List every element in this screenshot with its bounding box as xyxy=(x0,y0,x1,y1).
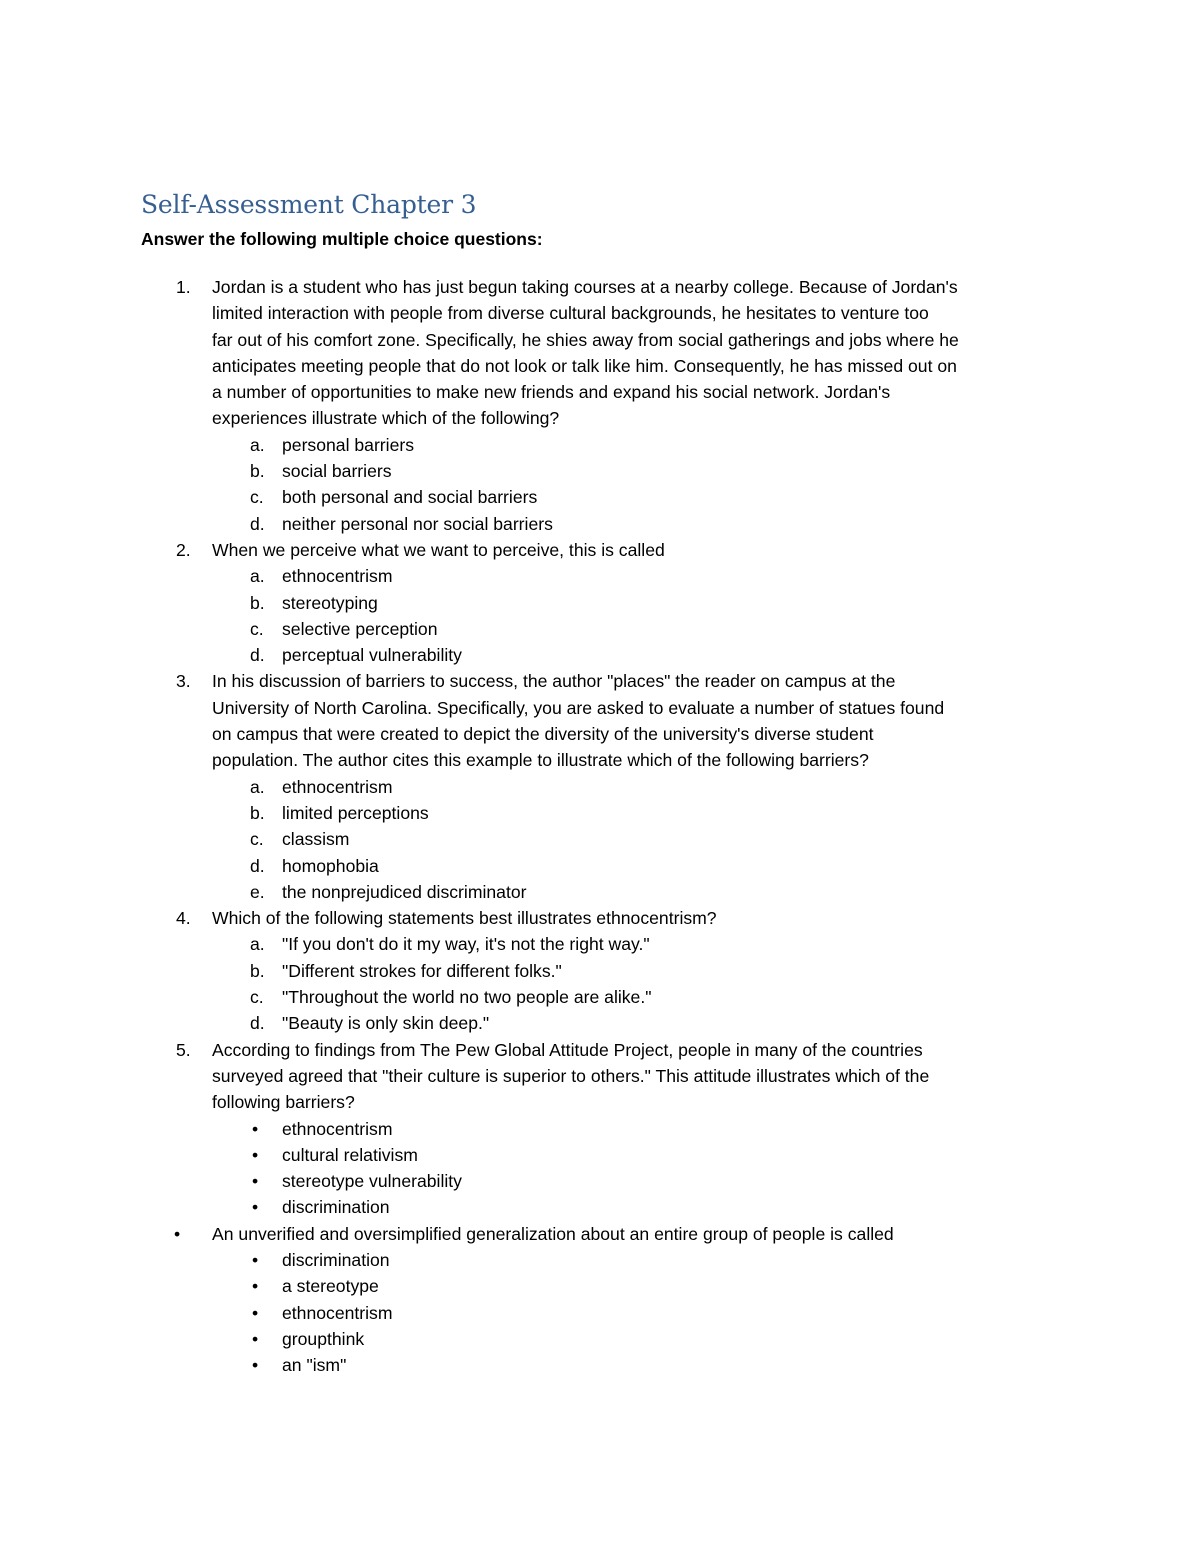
question-text-line: population. The author cites this example to illustrate which of the following barriers? xyxy=(212,750,869,771)
option-item xyxy=(0,1273,1200,1299)
option-item xyxy=(0,484,1200,510)
instructions: Answer the following multiple choice questions: xyxy=(141,229,543,249)
option-item xyxy=(0,1300,1200,1326)
question-2 xyxy=(0,537,1200,563)
option-marker: b. xyxy=(250,960,265,981)
question-text-line: surveyed agreed that "their culture is superior to others." This attitude illustrates which of the xyxy=(212,1065,930,1086)
option-text: "Beauty is only skin deep." xyxy=(282,1013,490,1034)
option-text: "If you don't do it my way, it's not the right way." xyxy=(282,934,650,955)
question-marker: 2. xyxy=(176,539,191,560)
question-text-line: According to findings from The Pew Global Attitude Project, people in many of the countries xyxy=(212,1039,923,1060)
option-item xyxy=(0,879,1200,905)
question-5 xyxy=(0,1037,1200,1116)
option-item xyxy=(0,1247,1200,1273)
bullet-icon: • xyxy=(252,1118,259,1139)
question-marker: 5. xyxy=(176,1039,191,1060)
page-title: Self-Assessment Chapter 3 xyxy=(141,190,477,219)
option-item xyxy=(0,1194,1200,1220)
option-item xyxy=(0,1352,1200,1378)
option-item xyxy=(0,458,1200,484)
question-3 xyxy=(0,668,1200,773)
option-item xyxy=(0,931,1200,957)
option-item xyxy=(0,616,1200,642)
option-text: cultural relativism xyxy=(282,1144,418,1165)
option-marker: b. xyxy=(250,461,265,482)
option-text: perceptual vulnerability xyxy=(282,645,462,666)
option-item xyxy=(0,774,1200,800)
option-text: discrimination xyxy=(282,1249,390,1270)
question-list xyxy=(0,274,1200,1378)
option-marker: d. xyxy=(250,645,265,666)
option-text: limited perceptions xyxy=(282,802,429,823)
option-item xyxy=(0,642,1200,668)
option-item xyxy=(0,511,1200,537)
option-item xyxy=(0,1010,1200,1036)
question-marker: 1. xyxy=(176,277,191,297)
option-item xyxy=(0,1142,1200,1168)
option-item xyxy=(0,984,1200,1010)
question-6 xyxy=(0,1221,1200,1247)
question-4 xyxy=(0,905,1200,931)
option-text: the nonprejudiced discriminator xyxy=(282,881,527,902)
question-text-line: Jordan is a student who has just begun taking courses at a nearby college. Because of Jordan's xyxy=(212,277,958,297)
option-item xyxy=(0,826,1200,852)
option-item xyxy=(0,800,1200,826)
bullet-icon: • xyxy=(252,1249,259,1270)
option-item xyxy=(0,958,1200,984)
bullet-icon: • xyxy=(252,1302,259,1323)
question-text-line: far out of his comfort zone. Specifically, he shies away from social gatherings and jobs where he xyxy=(212,329,959,350)
option-marker: c. xyxy=(250,987,264,1008)
option-text: stereotyping xyxy=(282,592,378,613)
question-text-line: experiences illustrate which of the following? xyxy=(212,408,560,429)
question-text-line: a number of opportunities to make new friends and expand his social network. Jordan's xyxy=(212,382,891,403)
option-text: stereotype vulnerability xyxy=(282,1171,462,1192)
question-text-line: following barriers? xyxy=(212,1092,355,1113)
question-text-line: University of North Carolina. Specifically, you are asked to evaluate a number of statues found xyxy=(212,697,945,718)
option-marker: c. xyxy=(250,487,264,508)
option-text: discrimination xyxy=(282,1197,390,1218)
option-item xyxy=(0,853,1200,879)
option-text: ethnocentrism xyxy=(282,1302,393,1323)
question-text-line: anticipates meeting people that do not look or talk like him. Consequently, he has missed out on xyxy=(212,355,957,376)
option-marker: a. xyxy=(250,934,265,955)
option-marker: d. xyxy=(250,513,265,534)
option-item xyxy=(0,1168,1200,1194)
option-text: an "ism" xyxy=(282,1355,347,1376)
question-text-line: An unverified and oversimplified generalization about an entire group of people is called xyxy=(212,1223,894,1244)
option-item xyxy=(0,1326,1200,1352)
question-marker: 3. xyxy=(176,671,191,692)
option-marker: a. xyxy=(250,776,265,797)
question-text-line: on campus that were created to depict the diversity of the university's diverse student xyxy=(212,724,874,745)
bullet-icon: • xyxy=(252,1276,259,1297)
bullet-icon: • xyxy=(174,1223,181,1244)
option-text: ethnocentrism xyxy=(282,1118,393,1139)
question-text-line: In his discussion of barriers to success, the author "places" the reader on campus at the xyxy=(212,671,896,692)
question-1 xyxy=(0,274,1200,432)
option-marker: a. xyxy=(250,566,265,587)
option-text: "Different strokes for different folks." xyxy=(282,960,562,981)
option-text: groupthink xyxy=(282,1328,365,1349)
option-text: social barriers xyxy=(282,461,392,482)
option-text: ethnocentrism xyxy=(282,776,393,797)
bullet-icon: • xyxy=(252,1328,259,1349)
option-text: selective perception xyxy=(282,618,438,639)
question-text-line: limited interaction with people from diverse cultural backgrounds, he hesitates to venture too xyxy=(212,303,929,324)
option-marker: d. xyxy=(250,1013,265,1034)
bullet-icon: • xyxy=(252,1355,259,1376)
option-text: classism xyxy=(282,829,350,850)
option-marker: b. xyxy=(250,802,265,823)
option-text: both personal and social barriers xyxy=(282,487,538,508)
question-marker: 4. xyxy=(176,908,191,929)
option-item xyxy=(0,563,1200,589)
option-text: "Throughout the world no two people are alike." xyxy=(282,987,652,1008)
option-text: a stereotype xyxy=(282,1276,379,1297)
question-text-line: Which of the following statements best illustrates ethnocentrism? xyxy=(212,908,717,929)
option-text: neither personal nor social barriers xyxy=(282,513,553,534)
bullet-icon: • xyxy=(252,1144,259,1165)
option-item xyxy=(0,1116,1200,1142)
bullet-icon: • xyxy=(252,1171,259,1192)
option-marker: d. xyxy=(250,855,265,876)
option-marker: c. xyxy=(250,618,264,639)
bullet-icon: • xyxy=(252,1197,259,1218)
option-text: homophobia xyxy=(282,855,379,876)
option-item xyxy=(0,432,1200,458)
option-marker: e. xyxy=(250,881,265,902)
option-text: personal barriers xyxy=(282,434,415,455)
option-item xyxy=(0,590,1200,616)
option-marker: b. xyxy=(250,592,265,613)
option-marker: a. xyxy=(250,434,265,455)
option-text: ethnocentrism xyxy=(282,566,393,587)
option-marker: c. xyxy=(250,829,264,850)
question-text-line: When we perceive what we want to perceive, this is called xyxy=(212,539,665,560)
